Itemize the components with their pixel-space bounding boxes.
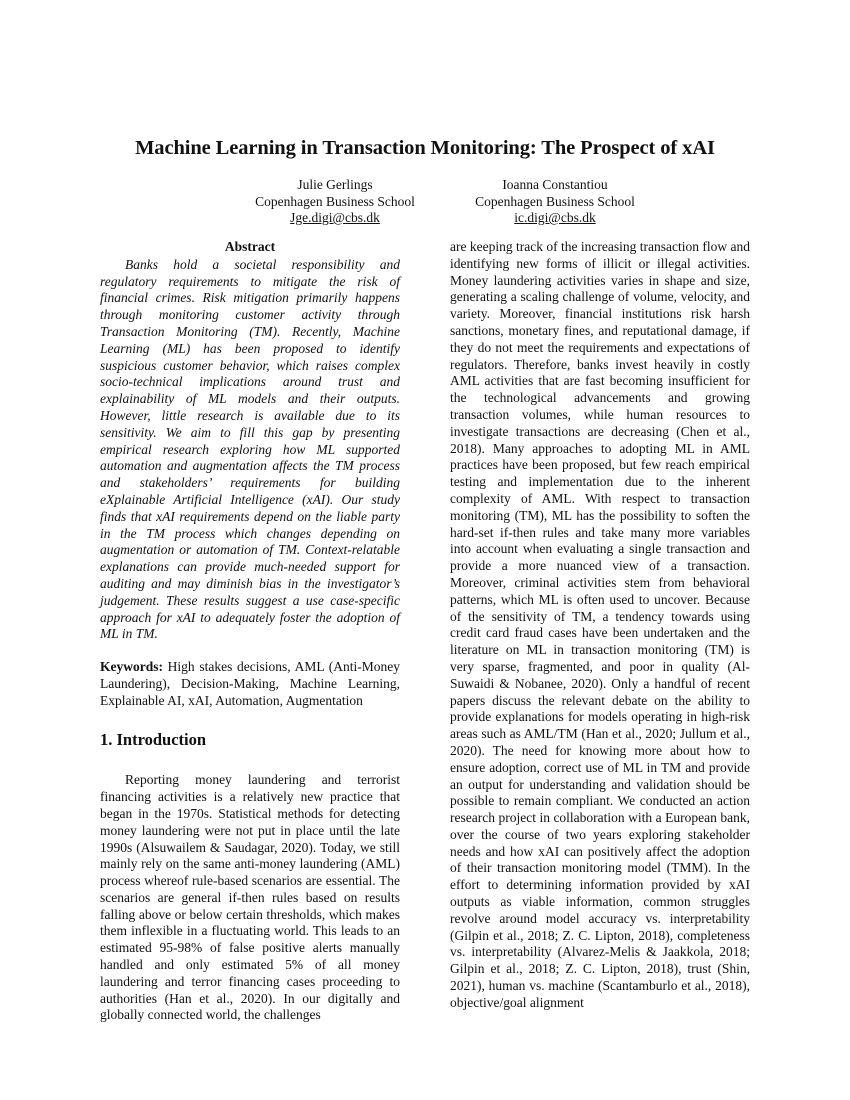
left-column <box>100 239 400 1024</box>
keywords-label: Keywords: <box>100 659 163 675</box>
section-heading-introduction: 1. Introduction <box>100 729 207 749</box>
intro-paragraph: Reporting money laundering and terrorist financing activities is a relatively new practice that began in the 1970s. Statistical methods for detecting money laundering were not put in place until the late 1990s (Alsuwailem & Saudagar, 2020). Today, we still mainly rely on the same anti-money laundering (AML) process whereof rule-based scenarios are essential. The scenarios are general if-then rules based on results falling above or below certain thresholds, which makes them inflexible in a fluctuating world. This leads to an estimated 95-98% of false positive alerts manually handled and only estimated 5% of all money laundering and terror financing cases proceeding to authorities (Han et al., 2020). In our digitally and globally connected world, the challenges <box>100 772 400 1023</box>
keywords-text: High stakes decisions, AML (Anti-Money Laundering), Decision-Making, Machine Learning, Explainable AI, xAI, Automation, Augmentation <box>100 659 400 708</box>
author-affiliation: Copenhagen Business School <box>255 193 415 209</box>
abstract-text: Banks hold a societal responsibility and regulatory requirements to mitigate the risk of financial crimes. Risk mitigation primarily happens through monitoring customer activity through Transaction Monitoring (TM). Recently, Machine Learning (ML) has been proposed to identify suspicious customer behavior, which raises complex socio-technical implications around trust and explainability of ML models and their outputs. However, little research is available due to its sensitivity. We aim to fill this gap by presenting empirical research exploring how ML supported automation and augmentation affects the TM process and stakeholders’ requirements for building eXplainable Artificial Intelligence (xAI). Our study finds that xAI requirements depend on the liable party in the TM process which changes depending on augmentation or automation of TM. Context-relatable explanations can provide much-needed support for auditing and may diminish bias in the investigator’s judgement. These results suggest a use case-specific approach for xAI to adequately foster the adoption of ML in TM. <box>100 256 400 642</box>
author-email-link[interactable]: ic.digi@cbs.dk <box>514 210 596 225</box>
author-affiliation: Copenhagen Business School <box>475 193 635 209</box>
keywords <box>100 659 400 709</box>
abstract-heading: Abstract <box>224 239 276 254</box>
author-name: Ioanna Constantiou <box>502 177 608 192</box>
author-email-link[interactable]: Jge.digi@cbs.dk <box>290 210 380 225</box>
author-name: Julie Gerlings <box>297 177 373 192</box>
paper-title: Machine Learning in Transaction Monitoring: The Prospect of xAI <box>135 137 715 159</box>
intro-paragraph-continued: are keeping track of the increasing transaction flow and identifying new forms of illicit or illegal activities. Money laundering activities varies in shape and size, generating a scaling challenge of volume, velocity, and variety. Moreover, financial institutions risk harsh sanctions, monetary fines, and reputational damage, if they do not meet the requirements and expectations of regulators. Therefore, banks invest heavily in costly AML activities that are fast becoming insufficient for the technological advancements and growing transaction volumes, while human resources to investigate transactions are decreasing (Chen et al., 2018). Many approaches to adopting ML in AML practices have been proposed, but few reach empirical testing and implementation due to the inherent complexity of AML. With respect to transaction monitoring (TM), ML has the possibility to soften the hard-set if-then rules and take many more variables into account when evaluating a single transaction and provide a more nuanced view of a transaction. Moreover, criminal activities stem from behavioral patterns, which ML is often used to uncover. Because of the sensitivity of TM, a tendency towards using credit card fraud cases have been undertaken and the literature on ML in transaction monitoring (TM) is very sparse, fragmented, and poor in quality (Al-Suwaidi & Nobanee, 2020). Only a handful of recent papers discuss the relevant debate on the ability to provide explanations for models operating in high-risk areas such as AML/TM (Han et al., 2020; Jullum et al., 2020). The need for knowing more about how to ensure adoption, correct use of ML in TM and provide an output for understanding and validation should be possible to remain compliant. We conducted an action research project in collaboration with a European bank, over the course of two years exploring stakeholder needs and how xAI can positively affect the adoption of their transaction monitoring model (TMM). In the effort to determining information provided by xAI outputs as viable information, common struggles revolve around model accuracy vs. interpretability (Gilpin et al., 2018; Z. C. Lipton, 2018), completeness vs. interpretability (Alvarez-Melis & Jaakkola, 2018; Gilpin et al., 2018; Z. C. Lipton, 2018), trust (Shin, 2021), human vs. machine (Scantamburlo et al., 2018), objective/goal alignment <box>450 239 750 1010</box>
author-block-1 <box>245 177 425 227</box>
right-column <box>450 239 750 1012</box>
author-block-2 <box>465 177 645 227</box>
